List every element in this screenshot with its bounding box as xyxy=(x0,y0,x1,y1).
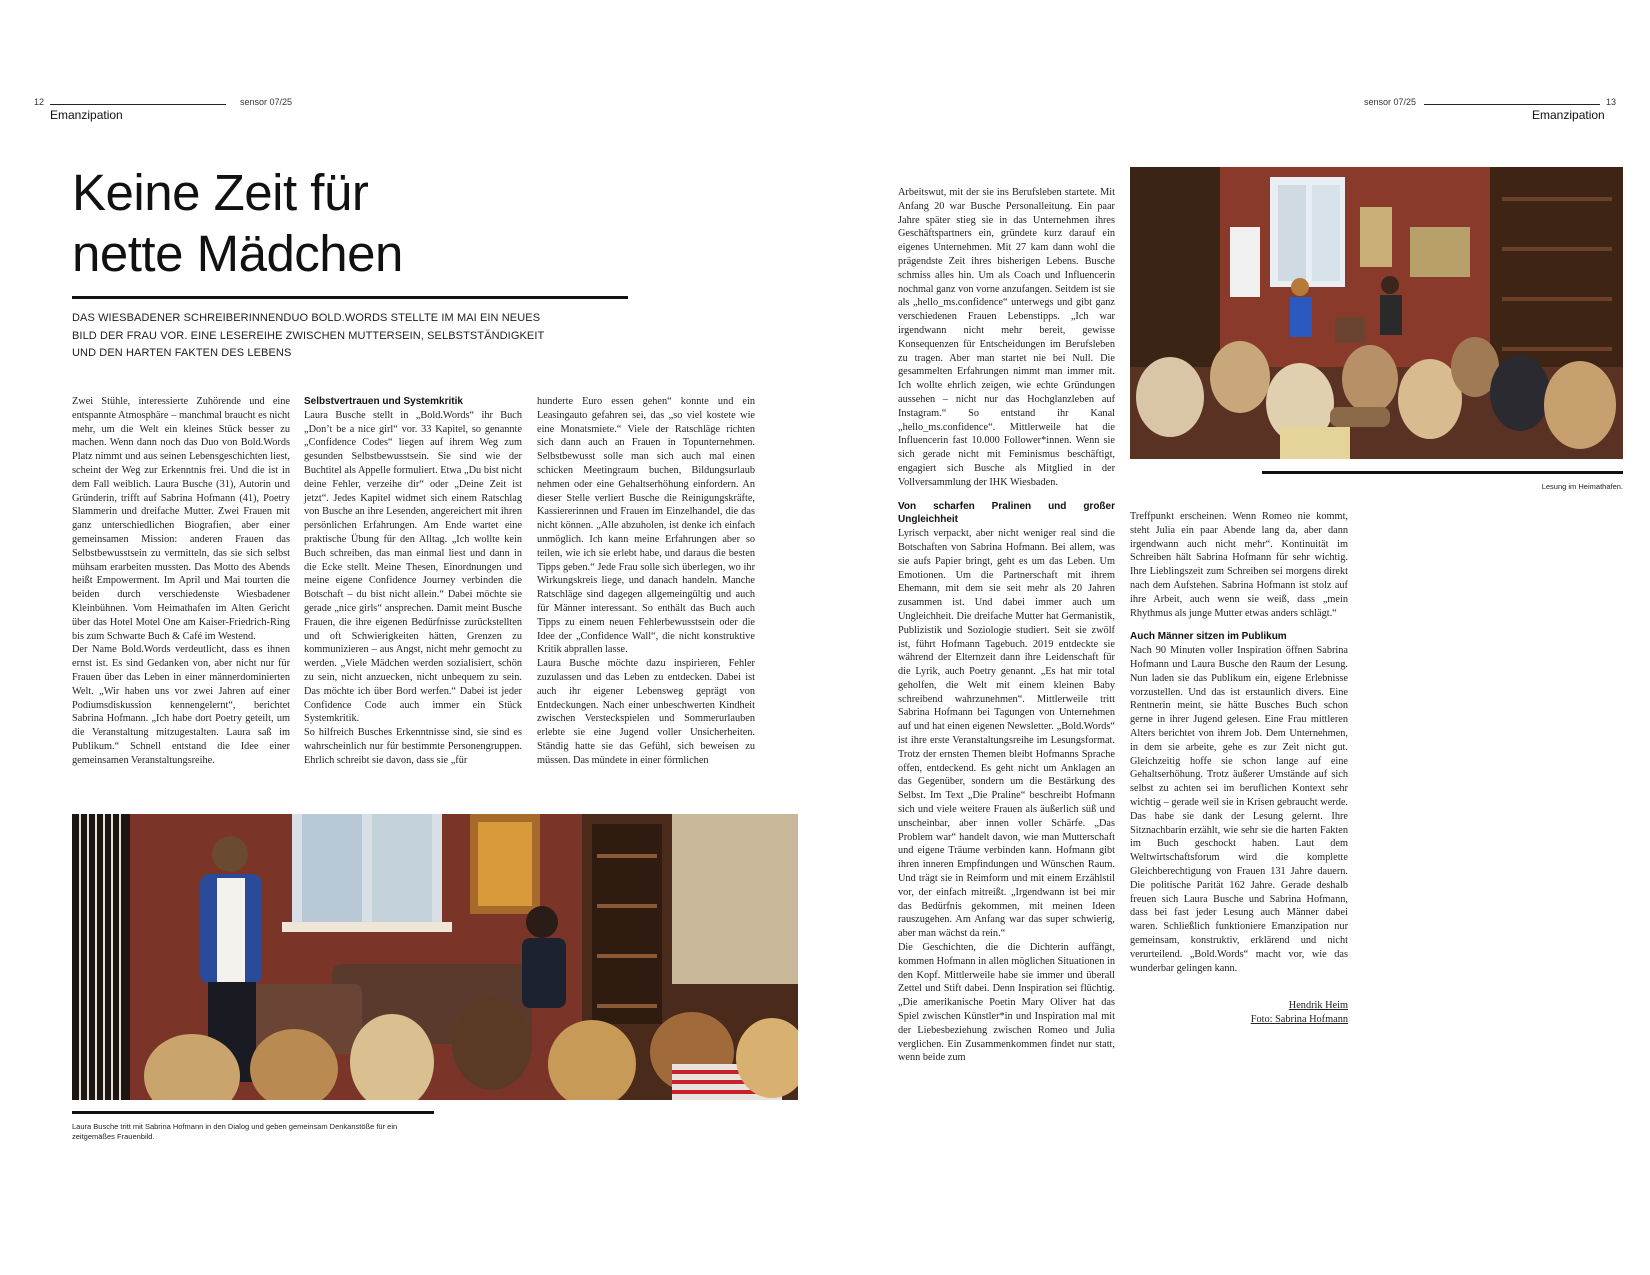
text-column-2 xyxy=(304,395,522,768)
body-paragraph: Die Geschichten, die die Dichterin auffängt, kommen Hofmann in allen möglichen Situationen in den Kopf. Mittlerweile habe sie immer und überall Zettel und Stift dabei. Denn Inspiration sei flüchtig. „Die amerikanische Poetin Mary Oliver hat das Spiel zwischen Künstler*in und Inspiration mal mit der Liebesbeziehung zwischen Romeo und Julia verglichen. Ein Zusammenkommen findet nur statt, wenn beide zum xyxy=(898,942,1115,1064)
article-headline xyxy=(72,162,632,284)
lead-line-1: DAS WIESBADENER SCHREIBERINNENDUO BOLD.WORDS STELLTE IM MAI EIN NEUES xyxy=(72,312,541,324)
right-section-label: Emanzipation xyxy=(1532,108,1605,122)
left-section-label: Emanzipation xyxy=(50,108,123,122)
text-column-3 xyxy=(537,395,755,768)
body-paragraph: Nach 90 Minuten voller Inspiration öffnen Sabrina Hofmann und Laura Busche den Raum der Lesung. Nun laden sie das Publikum ein, eigene Erlebnisse vorzustellen. Und das ist erstaunlich divers. Eine Rentnerin meint, sie hätte Busches Buch schon gerne in ihrer Jugend gelesen. Eine Frau mittleren Alters berichtet von ihrem Job. Dem Unternehmen, in dem sie arbeite, gehe es zur Zeit nicht gut. Gleichzeitig hoffe sie schon lange auf eine Gehaltserhöhung. Trotz äußerer Umstände auf sich selbst zu achten sei im beruflichen Kontext sehr wichtig – gerade weil sie in Krisen gebraucht werde. Das habe sie dank der Lesung gelernt. Ihre Sitznachbarin erzählt, wie sehr sie die harten Fakten im Buch geschockt haben. Laut dem Weltwirtschaftsforum wird die komplette Gleichberechtigung von Frauen 131 Jahre dauern. Die politische Parität 162 Jahre. Gerade deshalb freuen sich Laura Busche und Sabrina Hofmann, dass bei fast jeder Lesung auch Männer dabei waren. Schließlich funktioniere Emanzipation nur gemeinsam, konstruktiv, erklärend und nicht verurteilend. „Bold.Words“ macht vor, wie das wunderbar gelingen kann. xyxy=(1130,645,1348,974)
subheading: Von scharfen Pralinen und großer Ungleichheit xyxy=(898,500,1115,526)
body-paragraph: Zwei Stühle, interessierte Zuhörende und eine entspannte Atmosphäre – manchmal braucht es nicht mehr, um die Welt ein kleines Stück besser zu machen. Wenn dann noch das Duo von Bold.Words Platz nimmt und aus seinen Lebensgeschichten liest, scheint der Weg zur Erkenntnis frei. Und die ist in dem Fall weiblich. Laura Busche (31), Autorin und Gründerin, trifft auf Sabrina Hofmann (41), Poetry Slammerin und dreifache Mutter. Zwei Frauen mit ganz unterschiedlichen Biografien, aber einer gemeinsamen Mission: anderen Frauen das Selbstbewusstsein zu vermitteln, das sie sich selbst mühsam erarbeiten mussten. Das Motto des Abends heißt Empowerment. Im April und Mai tourten die beiden durch verschiedenste Wiesbadener Kleinbühnen. Vom Heimathafen im Alten Gericht über das Hotel Motel One am Kaiser-Friedrich-Ring bis zum Schwarte Buch & Café im Westend. xyxy=(72,396,290,642)
article-lead xyxy=(72,310,572,363)
left-page-number: 12 xyxy=(34,97,45,107)
body-paragraph: So hilfreich Busches Erkenntnisse sind, sie sind es wahrscheinlich nur für bestimmte Personengruppen. Ehrlich schreibt sie davon, dass sie „für xyxy=(304,727,522,766)
author-credit: Hendrik Heim xyxy=(1288,1000,1348,1012)
right-header-rule xyxy=(1424,104,1600,105)
right-photo-caption: Lesung im Heimathafen. xyxy=(1541,482,1623,491)
body-paragraph: Lyrisch verpackt, aber nicht weniger real sind die Botschaften von Sabrina Hofmann. Bei allem, was sie aufs Papier bringt, geht es um das Leben. Um Emotionen. Um die Partnerschaft mit ihrem Ehemann, mit dem sie seit mehr als 20 Jahren zusammen ist. Und dabei immer auch um Ungleichheit. Die dreifache Mutter hat Germanistik, Publizistik und Soziologie studiert. Seit sie zwölf ist, führt Hofmann Tagebuch. 2019 entdeckte sie während der Elternzeit dann ihre Leidenschaft für die Lyrik, auch Poetry genannt. „Es hat mir total geholfen, die Welt mit einem kleinen Baby schreibend wahrzunehmen“. Mittlerweile tritt Sabrina Hofmann bei Tagungen von Unternehmen auf und hat einen eigenen Newsletter. „Bold.Words“ ist ihre erste Veranstaltungsreihe im Lesungsformat. Trotz der ernsten Themen bleibt Hofmanns Sprache offen, entdeckend. Es geht nicht um Anklagen an das Gegenüber, sondern um die Bestärkung des Selbst. Im Text „Die Praline“ beschreibt Hofmann sich und viele weitere Frauen als äußerlich süß und unscheinbar, aber innen voller Schärfe. „Das Problem war“ handelt davon, wie man Mutterschaft und eigene Träume verbinden kann. Hofmann gibt ihren inneren Empfindungen und Wünschen Raum. Und trägt sie in Reimform und mit einem Erzählstil vor, der einfach mitreißt. „Irgendwann ist bei mir das Bedürfnis gekommen, mit meinen Ideen rauszugehen. Am Anfang war das super schwierig, aber man wächst da rein.“ xyxy=(898,528,1115,940)
headline-line-1: Keine Zeit für xyxy=(72,164,369,221)
event-photo-audience xyxy=(1130,167,1623,459)
body-paragraph: Laura Busche stellt in „Bold.Words“ ihr Buch „Don’t be a nice girl“ vor. 33 Kapitel, so genannte „Confidence Codes“ liegen auf ihrem Weg zum gesunden Selbstbewusstsein. Sie sind wie der Buchtitel als Appelle formuliert. Etwa „Du bist nicht deine Fehler, verzeihe dir“ oder „Deine Zeit ist jetzt“. Jedes Kapitel widmet sich einem Ratschlag von Busche an ihre Lesenden, angereichert mit ihren persönlichen Erfahrungen. Am Ende wartet eine praktische Übung für den Alltag. „Ich wollte kein Buch schreiben, das man einmal liest und dann in die Ecke stellt. Meine Thesen, Einordnungen und meine eigene Confidence Journey verbinden die Botschaft – du bist nicht allein.“ Dabei möchte sie gerade „nice girls“ ansprechen. Damit meint Busche Frauen, die ihre eigenen Bedürfnisse zurückstellten und oft Schwierigkeiten hätten, Grenzen zu kommunizieren – aus Angst, nicht mehr gemocht zu werden. „Viele Mädchen werden sozialisiert, schön zu sein, nicht anzuecken, nicht unbequem zu sein. Das möchte ich über Bord werfen.“ Dabei ist jeder Confidence Code auch immer ein Stück Systemkritik. xyxy=(304,409,522,725)
text-column-1 xyxy=(72,395,290,768)
left-caption-rule xyxy=(72,1111,434,1114)
right-page-number: 13 xyxy=(1606,97,1617,107)
left-magazine-issue: sensor 07/25 xyxy=(240,97,293,107)
text-column-4 xyxy=(898,186,1115,1065)
headline-rule xyxy=(72,296,628,299)
lead-line-2: BILD DER FRAU VOR. EINE LESEREIHE ZWISCHEN MUTTERSEIN, SELBSTSTÄNDIGKEIT xyxy=(72,329,545,342)
body-paragraph: Der Name Bold.Words verdeutlicht, dass es ihnen ernst ist. Es sind Gedanken von, aber nicht nur für Frauen über das Leben in einer männerdominierten Welt. „Wir haben uns vor zwei Jahren auf einer Podiumsdiskussion kennengelernt“, berichtet Sabrina Hofmann. „Ich habe dort Poetry geteilt, um die Veranstaltung mitzugestalten. Laura saß im Publikum.“ Schnell entstand die Idee einer gemeinsamen Veranstaltungsreihe. xyxy=(72,644,290,766)
left-header-rule xyxy=(50,104,226,105)
left-photo-caption: Laura Busche tritt mit Sabrina Hofmann in den Dialog und geben gemeinsam Denkanstöße für ein zeitgemäßes Frauenbild. xyxy=(72,1122,398,1141)
headline-line-2: nette Mädchen xyxy=(72,225,403,282)
subheading: Auch Männer sitzen im Publikum xyxy=(1130,631,1287,643)
lead-line-3: UND DEN HARTEN FAKTEN DES LEBENS xyxy=(72,347,292,359)
subheading: Selbstvertrauen und Systemkritik xyxy=(304,396,463,407)
text-column-5 xyxy=(1130,510,1348,1027)
body-paragraph: hunderte Euro essen gehen“ konnte und ein Leasingauto gefahren sei, das „so viel kostete wie eine Monatsmiete.“ Viele der Ratschläge richten sich dann auch an Frauen in Topunternehmen. Selbstbewusst solle man sich auch mal einen schicken Meetingraum buchen, Bildungsurlaub nehmen oder eine Gehaltserhöhung einfordern. An dieser Stelle verliert Busche die Reinigungskräfte, Kassiererinnen und Frauen im Einzelhandel, die das nicht können. „Alle abzuholen, ist denke ich einfach unmöglich. Ich kann meine Erfahrungen aber so teilen, wie ich sie erlebt habe, und daraus die besten Tipps geben.“ Jede Frau solle sich überlegen, wo ihr Wirkungskreis liege, und danach handeln. Manche Ratschläge sind dagegen allgemeingültig und auch für Männer interessant. So enthält das Buch auch Tipps zu einem neuen Fehlerbewusstsein oder die Idee der „Confidence Wall“, die nicht konstruktive Kritik abprallen lasse. xyxy=(537,396,755,656)
body-paragraph: Laura Busche möchte dazu inspirieren, Fehler zuzulassen und das Leben zu entdecken. Dabei ist auch ihr eigener Lebensweg geprägt von Entdeckungen. Nach einer unbeschwerten Kindheit zwischen Versteckspielen und Sommerurlauben erlebte sie eine Jugend voller Unsicherheiten. Ständig hatte sie das Gefühl, sich beweisen zu müssen. Das mündete in einer förmlichen xyxy=(537,658,755,766)
body-paragraph: Treffpunkt erscheinen. Wenn Romeo nie kommt, steht Julia ein paar Abende lang da, aber dann irgendwann auch nicht mehr“. Kontinuität im Schreiben hält Sabrina Hofmann für sehr wichtig. Ihre Lieblingszeit zum Schreiben sei morgens direkt nach dem Aufstehen. Sabrina Hofmann ist stolz auf ihre Arbeit, auch wenn sie weiß, dass „mein Rhythmus als junge Mutter etwas anders schlägt.“ xyxy=(1130,511,1348,619)
event-photo-stage xyxy=(72,814,798,1100)
body-paragraph: Arbeitswut, mit der sie ins Berufsleben startete. Mit Anfang 20 war Busche Personalleitung. Ein paar Jahre später stieg sie in das Unternehmen ihres Geschäftspartners ein, gründete kurz darauf ein eigenes Unternehmen. Mit 27 kam dann wohl die prägendste Zeit ihres bisherigen Lebens. Busche schmiss alles hin. Um als Coach und Influencerin nochmal ganz von vorne anzufangen. Seitdem ist sie als „hello_ms.confidence“ unterwegs und gibt ganz verschiedenen Frauen Lebenstipps. „Ich war irgendwann nicht mehr bereit, gewisse Konsequenzen für Entscheidungen im Berufsleben zu tragen. Aber man startet nie bei Null. Die gesammelten Erfahrungen nimmt man immer mit. Ich wollte ehrlich zeigen, wie echte Gründungen aussehen – nicht nur das Hochglanzleben auf Instagram.“ So entstand ihr Kanal „hello_ms.confidence“. Mittlerweile hat die Influencerin fast 10.000 Follower*innen. Wenn sie sich gerade nicht mit Feminismus beschäftigt, engagiert sich Busche als Mitglied in der Vollversammlung der IHK Wiesbaden. xyxy=(898,187,1115,488)
right-caption-rule xyxy=(1262,471,1623,474)
right-magazine-issue: sensor 07/25 xyxy=(1364,97,1417,107)
photo-credit: Foto: Sabrina Hofmann xyxy=(1250,1014,1348,1026)
